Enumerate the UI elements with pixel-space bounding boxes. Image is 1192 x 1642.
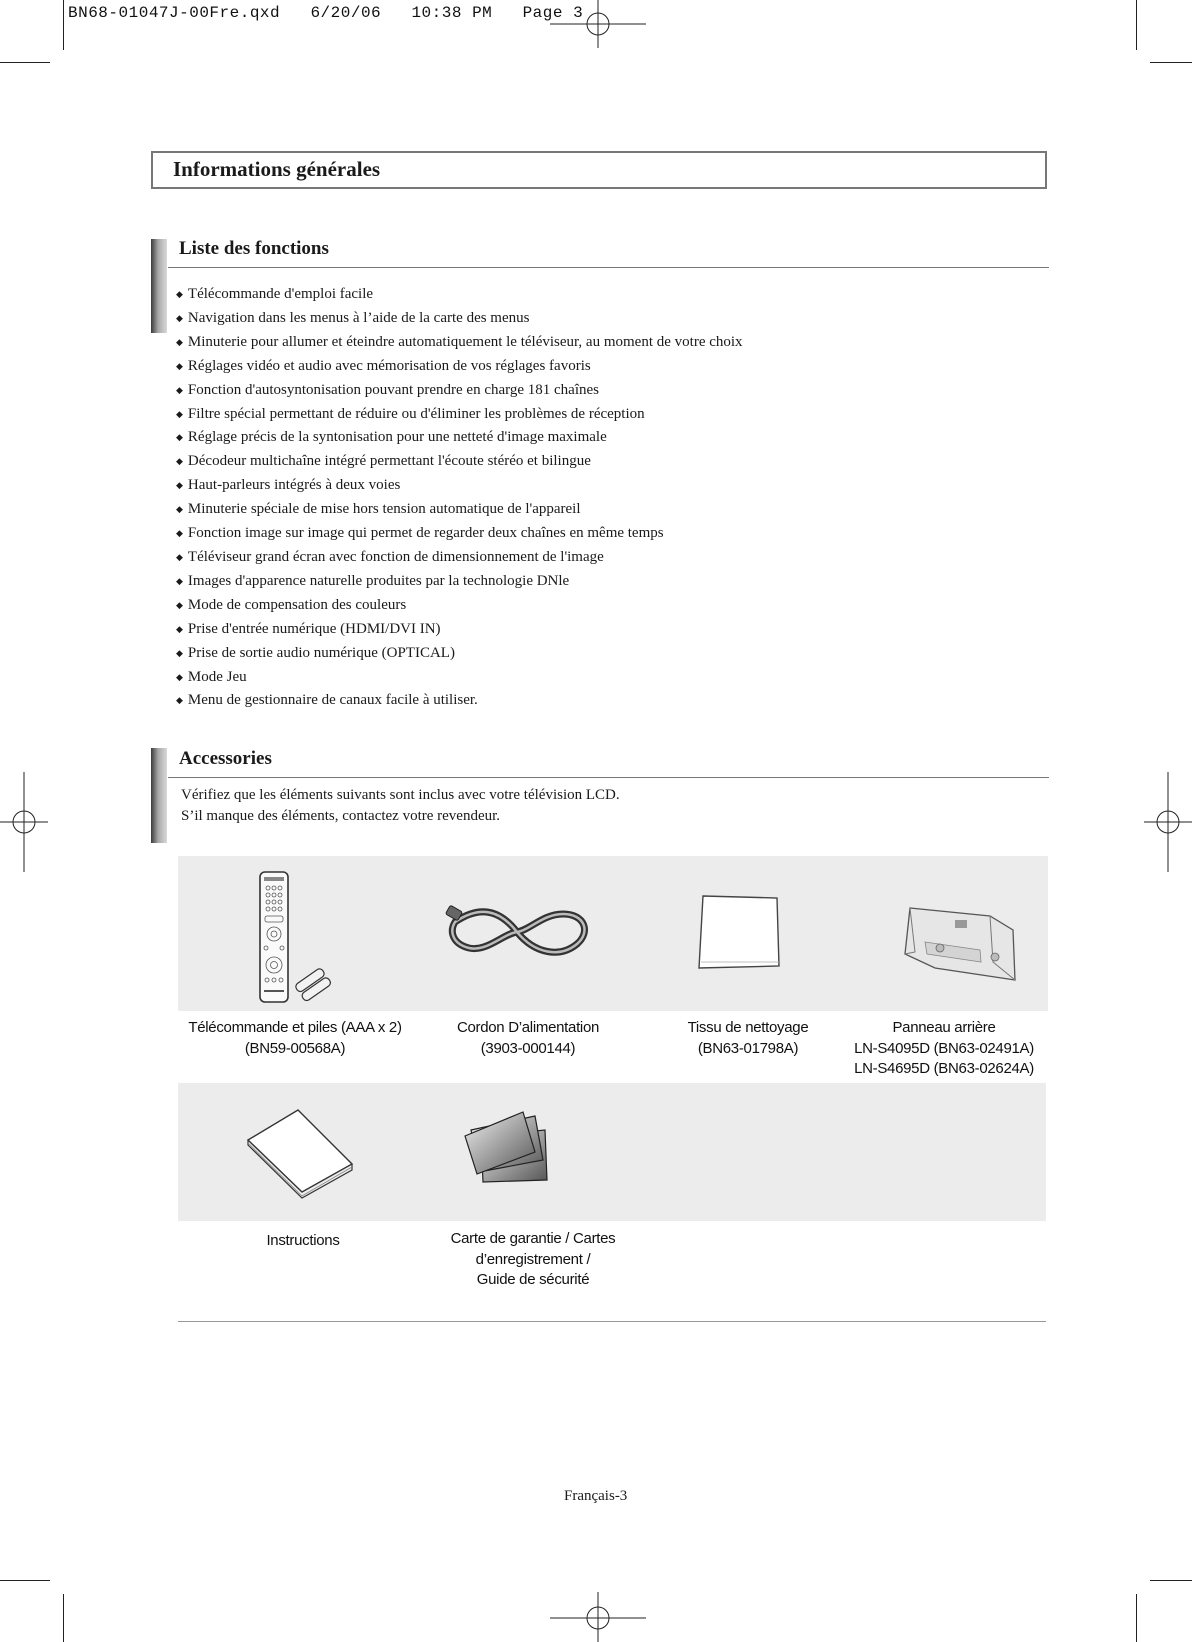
accessories-section-title: Accessories (179, 748, 272, 769)
accessory-caption (170, 1018, 420, 1059)
page-number: Français-3 (564, 1488, 628, 1504)
bullet-diamond-icon: ◆ (176, 456, 183, 467)
bullet-diamond-icon: ◆ (176, 480, 183, 491)
bullet-diamond-icon: ◆ (176, 695, 183, 706)
feature-item-text: Décodeur multichaîne intégré permettant l'écoute stéréo et bilingue (187, 453, 591, 470)
bullet-diamond-icon: ◆ (176, 360, 183, 371)
accessory-caption-line: Télécommande et piles (AAA x 2) (188, 1019, 402, 1036)
registration-mark-top-icon (548, 0, 648, 50)
accessory-caption (418, 1018, 638, 1059)
features-section-divider (168, 267, 1049, 268)
bullet-diamond-icon: ◆ (176, 599, 183, 610)
print-slug: BN68-01047J-00Fre.qxd 6/20/06 10:38 PM Page 3 (68, 4, 584, 22)
bullet-diamond-icon: ◆ (176, 671, 183, 682)
bullet-diamond-icon: ◆ (176, 551, 183, 562)
feature-item-text: Haut-parleurs intégrés à deux voies (187, 477, 401, 494)
feature-item (176, 498, 743, 522)
feature-item (176, 379, 743, 403)
feature-item (176, 689, 743, 713)
accessory-caption (418, 1229, 648, 1291)
bullet-diamond-icon: ◆ (176, 408, 183, 419)
feature-item-text: Mode Jeu (187, 668, 247, 685)
accessory-caption-line: Panneau arrière (892, 1019, 996, 1036)
feature-item (176, 546, 743, 570)
feature-item (176, 426, 743, 450)
feature-item-text: Téléviseur grand écran avec fonction de dimensionnement de l'image (187, 548, 604, 565)
accessory-caption-line: LN-S4695D (BN63-02624A) (854, 1060, 1034, 1077)
accessory-caption (834, 1018, 1054, 1080)
feature-item (176, 307, 743, 331)
feature-item-text: Fonction d'autosyntonisation pouvant prendre en charge 181 chaînes (187, 381, 600, 398)
bullet-diamond-icon: ◆ (176, 289, 183, 299)
accessories-section-divider (168, 777, 1049, 778)
bullet-diamond-icon: ◆ (176, 312, 183, 323)
accessories-intro-line: Vérifiez que les éléments suivants sont inclus avec votre télévision LCD. (181, 787, 620, 803)
feature-item-text: Menu de gestionnaire de canaux facile à utiliser. (187, 692, 478, 709)
accessories-intro-line: S’il manque des éléments, contactez votre revendeur. (181, 808, 501, 824)
section-accent-bar (151, 239, 167, 333)
power-cord-icon (445, 900, 590, 964)
page-title: Informations générales (173, 157, 381, 181)
feature-item-text: Réglage précis de la syntonisation pour une netteté d'image maximale (187, 429, 607, 446)
feature-item (176, 355, 743, 379)
accessory-caption (203, 1231, 403, 1252)
registration-mark-bottom-icon (548, 1592, 648, 1642)
cleaning-cloth-icon (695, 892, 785, 972)
registration-mark-right-icon (1142, 772, 1192, 872)
feature-item-text: Réglages vidéo et audio avec mémorisation de vos réglages favoris (187, 357, 591, 374)
accessory-caption-line: Instructions (266, 1232, 340, 1249)
features-section-title: Liste des fonctions (179, 238, 329, 259)
bullet-diamond-icon: ◆ (176, 623, 183, 634)
feature-item-text: Filtre spécial permettant de réduire ou d'éliminer les problèmes de réception (187, 405, 645, 422)
page-title-box (151, 151, 1047, 189)
feature-item-text: Navigation dans les menus à l’aide de la carte des menus (187, 309, 530, 326)
feature-item-text: Minuterie pour allumer et éteindre automatiquement le téléviseur, au moment de votre choix (187, 333, 743, 350)
accessory-caption-line: (BN59-00568A) (244, 1039, 346, 1057)
accessory-caption (648, 1018, 848, 1059)
feature-item-text: Fonction image sur image qui permet de regarder deux chaînes en même temps (187, 525, 664, 542)
accessory-caption-line: (BN63-01798A) (697, 1039, 799, 1057)
accessory-caption-line: Tissu de nettoyage (687, 1019, 809, 1036)
bullet-diamond-icon: ◆ (176, 336, 183, 347)
bullet-diamond-icon: ◆ (176, 528, 183, 539)
feature-item-text: Prise de sortie audio numérique (OPTICAL) (187, 644, 455, 661)
bullet-diamond-icon: ◆ (176, 575, 183, 586)
rear-panel-icon (895, 902, 1020, 982)
feature-item-text: Minuterie spéciale de mise hors tension automatique de l'appareil (187, 501, 581, 518)
feature-item (176, 570, 743, 594)
feature-item (176, 450, 743, 474)
feature-item-text: Images d'apparence naturelle produites par la technologie DNle (187, 572, 570, 589)
feature-item (176, 642, 743, 666)
bullet-diamond-icon: ◆ (176, 504, 183, 515)
feature-item-text: Mode de compensation des couleurs (187, 596, 407, 613)
feature-item-text: Prise d'entrée numérique (HDMI/DVI IN) (187, 620, 441, 637)
feature-item (176, 283, 743, 307)
registration-mark-left-icon (0, 772, 50, 872)
accessory-caption-line: LN-S4095D (BN63-02491A) (854, 1039, 1034, 1057)
accessory-caption-line: (3903-000144) (480, 1039, 576, 1057)
feature-item (176, 474, 743, 498)
feature-item (176, 331, 743, 355)
feature-item (176, 522, 743, 546)
accessories-intro (181, 785, 620, 827)
section-accent-bar (151, 748, 167, 843)
instruction-manual-icon (246, 1108, 356, 1193)
bullet-diamond-icon: ◆ (176, 432, 183, 443)
features-list (176, 283, 743, 713)
bullet-diamond-icon: ◆ (176, 384, 183, 395)
feature-item (176, 666, 743, 690)
accessories-bottom-divider (178, 1321, 1046, 1322)
accessory-caption-line: Guide de sécurité (476, 1271, 590, 1288)
feature-item (176, 594, 743, 618)
accessory-caption-line: d’enregistrement / (475, 1250, 591, 1268)
warranty-cards-icon (463, 1110, 553, 1185)
bullet-diamond-icon: ◆ (176, 647, 183, 658)
accessory-caption-line: Carte de garantie / Cartes (450, 1230, 616, 1247)
feature-item-text: Télécommande d'emploi facile (187, 286, 374, 302)
feature-item (176, 618, 743, 642)
feature-item (176, 403, 743, 427)
accessory-caption-line: Cordon D’alimentation (456, 1019, 600, 1036)
remote-control-icon (255, 870, 335, 1005)
